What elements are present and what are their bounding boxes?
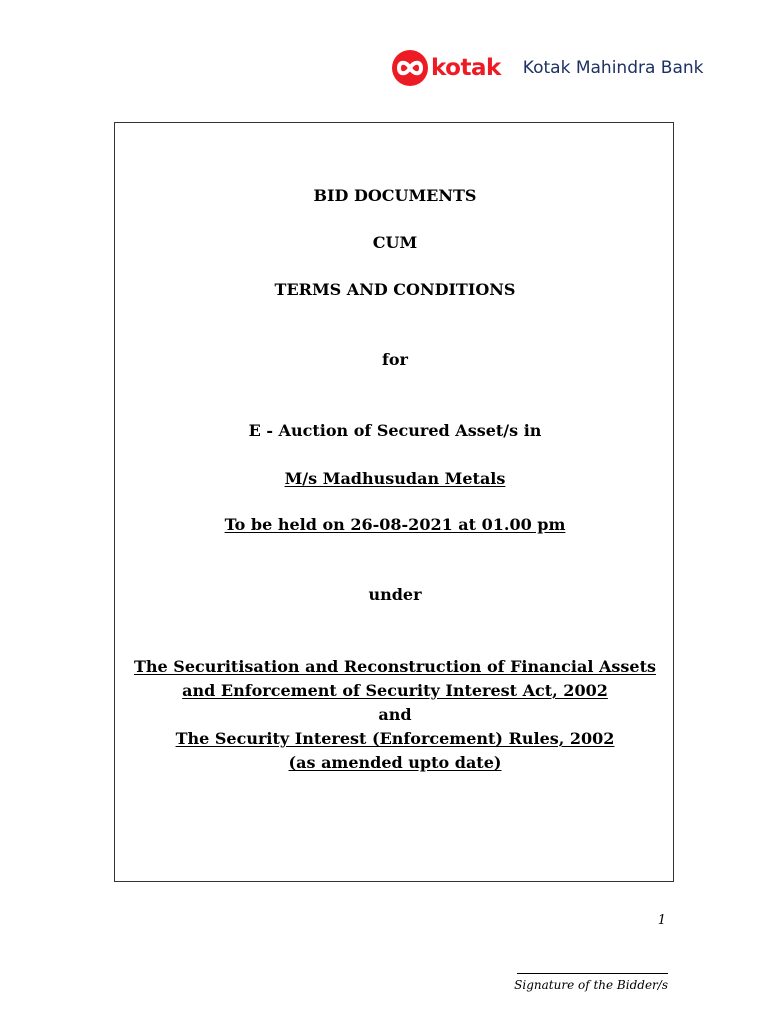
under-text: under xyxy=(368,585,422,604)
title-terms-and-conditions: TERMS AND CONDITIONS xyxy=(274,280,516,299)
signature-line xyxy=(517,973,668,974)
rules-title: The Security Interest (Enforcement) Rules, 2002 xyxy=(175,729,615,748)
page-number: 1 xyxy=(657,913,666,928)
kotak-wordmark: kotak xyxy=(431,55,501,81)
party-name: M/s Madhusudan Metals xyxy=(284,469,506,488)
auction-schedule: To be held on 26-08-2021 at 01.00 pm xyxy=(224,515,566,534)
amended-note: (as amended upto date) xyxy=(288,753,502,772)
title-bid-documents: BID DOCUMENTS xyxy=(313,186,477,205)
title-cum: CUM xyxy=(372,233,418,252)
bank-name: Kotak Mahindra Bank xyxy=(522,58,704,78)
cover-frame xyxy=(114,122,674,882)
act-title-line-2: and Enforcement of Security Interest Act, 2002 xyxy=(182,681,608,700)
signature-label: Signature of the Bidder/s xyxy=(514,978,668,992)
act-title-line-1: The Securitisation and Reconstruction of Financial Assets xyxy=(134,657,656,676)
act-and-text: and xyxy=(378,705,412,724)
for-text: for xyxy=(382,350,408,369)
kotak-logo xyxy=(392,46,704,90)
auction-text: E - Auction of Secured Asset/s in xyxy=(248,421,542,440)
kotak-infinity-logo-icon xyxy=(392,50,428,86)
